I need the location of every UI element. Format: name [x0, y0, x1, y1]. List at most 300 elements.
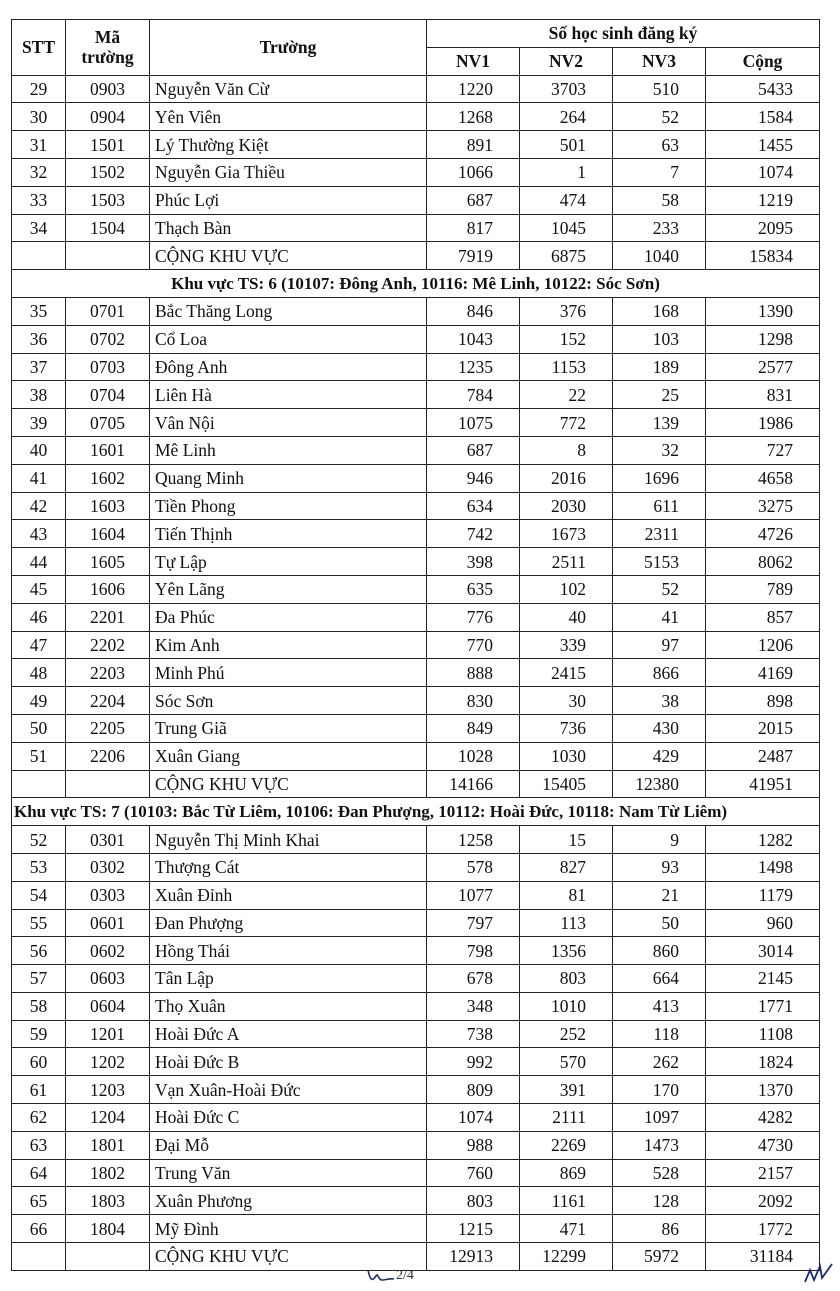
- cell-cong: 1772: [706, 1215, 820, 1243]
- cell-ma-truong: 0604: [66, 992, 150, 1020]
- cell-nv1: 1235: [427, 353, 520, 381]
- cell-ma-truong: 0701: [66, 297, 150, 325]
- cell-nv1: 1028: [427, 742, 520, 770]
- cell-ma-truong: 1606: [66, 575, 150, 603]
- cell-cong: 789: [706, 575, 820, 603]
- cell-nv1: 1268: [427, 103, 520, 131]
- cell-nv1: 946: [427, 464, 520, 492]
- cell-stt: 46: [12, 603, 66, 631]
- cell-truong: Thọ Xuân: [150, 992, 427, 1020]
- cell-nv2: 2415: [520, 659, 613, 687]
- cell-truong: Đại Mỗ: [150, 1131, 427, 1159]
- cell-stt: 48: [12, 659, 66, 687]
- table-row: [12, 131, 820, 159]
- cell-cong: 1206: [706, 631, 820, 659]
- cell-ma-truong: 1803: [66, 1187, 150, 1215]
- cell-ma-truong: 1502: [66, 158, 150, 186]
- header-nv1: NV1: [427, 47, 520, 75]
- cell-nv2: 40: [520, 603, 613, 631]
- cell-nv2: 339: [520, 631, 613, 659]
- cell-ma-truong: 1203: [66, 1076, 150, 1104]
- table-row: [12, 381, 820, 409]
- cell-nv3: 41: [613, 603, 706, 631]
- cell-cong: 3275: [706, 492, 820, 520]
- table-row: [12, 520, 820, 548]
- cell-cong: 1219: [706, 186, 820, 214]
- cell-cong: 4169: [706, 659, 820, 687]
- cell-nv1: 634: [427, 492, 520, 520]
- cell-nv3: 58: [613, 186, 706, 214]
- cell-cong: 1074: [706, 158, 820, 186]
- cell-cong: 1179: [706, 881, 820, 909]
- cell-ma-truong: 0703: [66, 353, 150, 381]
- cell-nv1: 776: [427, 603, 520, 631]
- table-row: [12, 436, 820, 464]
- cell-ma-truong: 1202: [66, 1048, 150, 1076]
- header-ma-truong-line2: trường: [81, 47, 134, 68]
- cell-nv1: 635: [427, 575, 520, 603]
- cell-stt: 51: [12, 742, 66, 770]
- cell-stt: 65: [12, 1187, 66, 1215]
- cell-stt: 32: [12, 158, 66, 186]
- cell-ma-truong: 0903: [66, 75, 150, 103]
- cell-truong: Trung Giã: [150, 714, 427, 742]
- total-nv2: 15405: [520, 770, 613, 798]
- cell-truong: Tân Lập: [150, 965, 427, 993]
- cell-ma-truong: 0602: [66, 937, 150, 965]
- cell-nv2: 772: [520, 409, 613, 437]
- cell-cong: 4658: [706, 464, 820, 492]
- cell-stt: 57: [12, 965, 66, 993]
- cell-nv1: 1075: [427, 409, 520, 437]
- cell-nv1: 687: [427, 186, 520, 214]
- cell-cong: 960: [706, 909, 820, 937]
- cell-ma-empty: [66, 1243, 150, 1271]
- cell-nv1: 348: [427, 992, 520, 1020]
- cell-nv2: 1010: [520, 992, 613, 1020]
- cell-nv2: 2030: [520, 492, 613, 520]
- signature-mark: [802, 1262, 834, 1288]
- cell-nv3: 103: [613, 325, 706, 353]
- cell-ma-truong: 1801: [66, 1131, 150, 1159]
- cell-nv1: 988: [427, 1131, 520, 1159]
- cell-ma-truong: 0303: [66, 881, 150, 909]
- cell-nv3: 52: [613, 575, 706, 603]
- cell-nv3: 118: [613, 1020, 706, 1048]
- cell-nv2: 152: [520, 325, 613, 353]
- cell-truong: Yên Viên: [150, 103, 427, 131]
- total-label: CỘNG KHU VỰC: [150, 242, 427, 270]
- cell-ma-truong: 0601: [66, 909, 150, 937]
- cell-ma-truong: 1504: [66, 214, 150, 242]
- cell-stt-empty: [12, 1243, 66, 1271]
- cell-nv3: 429: [613, 742, 706, 770]
- table-row: [12, 1104, 820, 1132]
- cell-stt: 64: [12, 1159, 66, 1187]
- cell-ma-truong: 2201: [66, 603, 150, 631]
- table-row: [12, 1187, 820, 1215]
- cell-nv3: 1097: [613, 1104, 706, 1132]
- cell-stt: 37: [12, 353, 66, 381]
- header-cong: Cộng: [706, 47, 820, 75]
- table-row: [12, 742, 820, 770]
- header-ma-truong-line1: Mã: [94, 27, 121, 48]
- cell-cong: 2577: [706, 353, 820, 381]
- cell-stt: 38: [12, 381, 66, 409]
- cell-nv2: 3703: [520, 75, 613, 103]
- table-row: [12, 103, 820, 131]
- total-nv1: 14166: [427, 770, 520, 798]
- cell-truong: Liên Hà: [150, 381, 427, 409]
- cell-nv2: 501: [520, 131, 613, 159]
- cell-nv3: 510: [613, 75, 706, 103]
- cell-cong: 2145: [706, 965, 820, 993]
- table-row: [12, 297, 820, 325]
- cell-nv2: 30: [520, 687, 613, 715]
- cell-cong: 3014: [706, 937, 820, 965]
- cell-truong: Xuân Đỉnh: [150, 881, 427, 909]
- cell-nv3: 7: [613, 158, 706, 186]
- cell-nv1: 687: [427, 436, 520, 464]
- cell-stt: 66: [12, 1215, 66, 1243]
- total-nv1: 12913: [427, 1243, 520, 1271]
- cell-ma-truong: 1204: [66, 1104, 150, 1132]
- cell-truong: Bắc Thăng Long: [150, 297, 427, 325]
- cell-stt: 50: [12, 714, 66, 742]
- cell-nv3: 32: [613, 436, 706, 464]
- cell-stt: 49: [12, 687, 66, 715]
- cell-truong: Mỹ Đình: [150, 1215, 427, 1243]
- cell-nv2: 102: [520, 575, 613, 603]
- cell-nv1: 803: [427, 1187, 520, 1215]
- cell-ma-truong: 1602: [66, 464, 150, 492]
- cell-truong: Hoài Đức B: [150, 1048, 427, 1076]
- cell-cong: 1390: [706, 297, 820, 325]
- cell-nv2: 1673: [520, 520, 613, 548]
- cell-cong: 831: [706, 381, 820, 409]
- cell-nv1: 770: [427, 631, 520, 659]
- cell-stt: 35: [12, 297, 66, 325]
- cell-nv1: 992: [427, 1048, 520, 1076]
- cell-truong: Trung Văn: [150, 1159, 427, 1187]
- cell-nv2: 570: [520, 1048, 613, 1076]
- cell-nv3: 128: [613, 1187, 706, 1215]
- table-row: [12, 965, 820, 993]
- cell-nv1: 1258: [427, 826, 520, 854]
- cell-nv1: 1220: [427, 75, 520, 103]
- total-cong: 41951: [706, 770, 820, 798]
- cell-stt-empty: [12, 242, 66, 270]
- cell-cong: 1455: [706, 131, 820, 159]
- cell-truong: Thạch Bàn: [150, 214, 427, 242]
- cell-nv1: 398: [427, 548, 520, 576]
- cell-ma-truong: 0702: [66, 325, 150, 353]
- cell-stt: 30: [12, 103, 66, 131]
- table-row: [12, 687, 820, 715]
- table-row: [12, 631, 820, 659]
- cell-nv2: 15: [520, 826, 613, 854]
- cell-nv1: 1077: [427, 881, 520, 909]
- cell-ma-truong: 1201: [66, 1020, 150, 1048]
- cell-ma-truong: 0603: [66, 965, 150, 993]
- cell-nv3: 168: [613, 297, 706, 325]
- cell-truong: Đông Anh: [150, 353, 427, 381]
- cell-nv2: 81: [520, 881, 613, 909]
- cell-stt: 34: [12, 214, 66, 242]
- cell-stt: 41: [12, 464, 66, 492]
- cell-stt: 59: [12, 1020, 66, 1048]
- table-row: [12, 214, 820, 242]
- cell-nv3: 1473: [613, 1131, 706, 1159]
- cell-cong: 2157: [706, 1159, 820, 1187]
- table-row: [12, 186, 820, 214]
- cell-ma-truong: 1802: [66, 1159, 150, 1187]
- cell-ma-truong: 2202: [66, 631, 150, 659]
- total-label: CỘNG KHU VỰC: [150, 1243, 427, 1271]
- table-row: [12, 325, 820, 353]
- table-row: [12, 492, 820, 520]
- total-nv2: 6875: [520, 242, 613, 270]
- cell-nv2: 1045: [520, 214, 613, 242]
- cell-stt: 42: [12, 492, 66, 520]
- cell-nv2: 471: [520, 1215, 613, 1243]
- cell-stt: 58: [12, 992, 66, 1020]
- cell-truong: Cổ Loa: [150, 325, 427, 353]
- cell-nv1: 849: [427, 714, 520, 742]
- cell-nv1: 1066: [427, 158, 520, 186]
- cell-ma-truong: 0904: [66, 103, 150, 131]
- cell-truong: Thượng Cát: [150, 853, 427, 881]
- cell-truong: Hoài Đức C: [150, 1104, 427, 1132]
- cell-stt: 36: [12, 325, 66, 353]
- table-row: [12, 1131, 820, 1159]
- table-row: [12, 548, 820, 576]
- cell-ma-truong: 1603: [66, 492, 150, 520]
- cell-stt: 40: [12, 436, 66, 464]
- cell-cong: 1370: [706, 1076, 820, 1104]
- cell-cong: 1298: [706, 325, 820, 353]
- table-row: [12, 1159, 820, 1187]
- cell-nv1: 817: [427, 214, 520, 242]
- cell-stt: 45: [12, 575, 66, 603]
- header-truong: Trường: [150, 20, 427, 76]
- cell-nv2: 8: [520, 436, 613, 464]
- table-row: [12, 714, 820, 742]
- table-row: [12, 659, 820, 687]
- cell-cong: 1282: [706, 826, 820, 854]
- cell-nv2: 113: [520, 909, 613, 937]
- cell-cong: 2015: [706, 714, 820, 742]
- cell-stt: 47: [12, 631, 66, 659]
- region-heading: Khu vực TS: 6 (10107: Đông Anh, 10116: Mê Linh, 10122: Sóc Sơn): [12, 270, 820, 298]
- cell-cong: 857: [706, 603, 820, 631]
- cell-cong: 2095: [706, 214, 820, 242]
- cell-nv2: 376: [520, 297, 613, 325]
- cell-nv1: 891: [427, 131, 520, 159]
- cell-nv3: 430: [613, 714, 706, 742]
- cell-cong: 4726: [706, 520, 820, 548]
- cell-stt: 55: [12, 909, 66, 937]
- cell-truong: Nguyễn Thị Minh Khai: [150, 826, 427, 854]
- cell-nv1: 760: [427, 1159, 520, 1187]
- cell-cong: 5433: [706, 75, 820, 103]
- cell-nv2: 22: [520, 381, 613, 409]
- region-heading: Khu vực TS: 7 (10103: Bắc Từ Liêm, 10106: Đan Phượng, 10112: Hoài Đức, 10118: Nam Từ Liêm): [12, 798, 820, 826]
- total-nv1: 7919: [427, 242, 520, 270]
- cell-truong: Vạn Xuân-Hoài Đức: [150, 1076, 427, 1104]
- cell-truong: Hồng Thái: [150, 937, 427, 965]
- cell-cong: 8062: [706, 548, 820, 576]
- total-row: [12, 242, 820, 270]
- cell-ma-truong: 0704: [66, 381, 150, 409]
- cell-truong: Quang Minh: [150, 464, 427, 492]
- cell-nv2: 264: [520, 103, 613, 131]
- table-row: [12, 853, 820, 881]
- cell-nv3: 139: [613, 409, 706, 437]
- cell-nv1: 678: [427, 965, 520, 993]
- header-nv2: NV2: [520, 47, 613, 75]
- total-nv3: 1040: [613, 242, 706, 270]
- cell-truong: Tự Lập: [150, 548, 427, 576]
- cell-truong: Đan Phượng: [150, 909, 427, 937]
- cell-nv2: 869: [520, 1159, 613, 1187]
- cell-nv3: 262: [613, 1048, 706, 1076]
- total-label: CỘNG KHU VỰC: [150, 770, 427, 798]
- cell-nv3: 233: [613, 214, 706, 242]
- cell-ma-truong: 0705: [66, 409, 150, 437]
- cell-nv3: 1696: [613, 464, 706, 492]
- cell-stt: 39: [12, 409, 66, 437]
- cell-ma-truong: 2203: [66, 659, 150, 687]
- cell-ma-truong: 2205: [66, 714, 150, 742]
- cell-truong: Yên Lãng: [150, 575, 427, 603]
- cell-stt: 54: [12, 881, 66, 909]
- table-body: [12, 75, 820, 1270]
- cell-stt-empty: [12, 770, 66, 798]
- cell-stt: 60: [12, 1048, 66, 1076]
- cell-ma-truong: 0302: [66, 853, 150, 881]
- table-row: [12, 937, 820, 965]
- cell-nv3: 21: [613, 881, 706, 909]
- cell-truong: Kim Anh: [150, 631, 427, 659]
- cell-ma-truong: 0301: [66, 826, 150, 854]
- cell-ma-truong: 1605: [66, 548, 150, 576]
- cell-truong: Đa Phúc: [150, 603, 427, 631]
- cell-nv1: 1215: [427, 1215, 520, 1243]
- cell-nv3: 611: [613, 492, 706, 520]
- cell-nv3: 63: [613, 131, 706, 159]
- cell-nv1: 742: [427, 520, 520, 548]
- cell-stt: 33: [12, 186, 66, 214]
- registration-table: [11, 19, 820, 1271]
- table-row: [12, 575, 820, 603]
- cell-nv1: 888: [427, 659, 520, 687]
- total-nv3: 12380: [613, 770, 706, 798]
- page-number: 2/4: [396, 1268, 414, 1283]
- cell-truong: Tiến Thịnh: [150, 520, 427, 548]
- cell-truong: Mê Linh: [150, 436, 427, 464]
- cell-truong: Xuân Phương: [150, 1187, 427, 1215]
- cell-nv2: 803: [520, 965, 613, 993]
- cell-nv1: 738: [427, 1020, 520, 1048]
- cell-truong: Phúc Lợi: [150, 186, 427, 214]
- cell-nv3: 52: [613, 103, 706, 131]
- header-nv3: NV3: [613, 47, 706, 75]
- cell-truong: Tiền Phong: [150, 492, 427, 520]
- region-heading-row: [12, 270, 820, 298]
- total-row: [12, 1243, 820, 1271]
- cell-ma-empty: [66, 770, 150, 798]
- cell-stt: 56: [12, 937, 66, 965]
- cell-nv2: 252: [520, 1020, 613, 1048]
- cell-stt: 44: [12, 548, 66, 576]
- table-row: [12, 158, 820, 186]
- cell-truong: Xuân Giang: [150, 742, 427, 770]
- cell-nv2: 1153: [520, 353, 613, 381]
- cell-nv3: 413: [613, 992, 706, 1020]
- table-row: [12, 1076, 820, 1104]
- cell-ma-truong: 1604: [66, 520, 150, 548]
- table-row: [12, 409, 820, 437]
- cell-nv2: 2269: [520, 1131, 613, 1159]
- cell-truong: Nguyễn Văn Cừ: [150, 75, 427, 103]
- table-row: [12, 353, 820, 381]
- cell-truong: Vân Nội: [150, 409, 427, 437]
- initial-signature-mark: [366, 1266, 396, 1286]
- cell-nv1: 809: [427, 1076, 520, 1104]
- cell-nv3: 2311: [613, 520, 706, 548]
- cell-nv2: 2111: [520, 1104, 613, 1132]
- cell-nv3: 50: [613, 909, 706, 937]
- total-cong: 15834: [706, 242, 820, 270]
- table-row: [12, 826, 820, 854]
- cell-nv2: 2511: [520, 548, 613, 576]
- cell-ma-truong: 1804: [66, 1215, 150, 1243]
- cell-truong: Lý Thường Kiệt: [150, 131, 427, 159]
- header-stt: STT: [12, 20, 66, 76]
- cell-nv3: 860: [613, 937, 706, 965]
- cell-nv3: 97: [613, 631, 706, 659]
- cell-nv2: 2016: [520, 464, 613, 492]
- cell-nv3: 5153: [613, 548, 706, 576]
- cell-stt: 61: [12, 1076, 66, 1104]
- cell-nv3: 93: [613, 853, 706, 881]
- cell-cong: 898: [706, 687, 820, 715]
- table-row: [12, 909, 820, 937]
- table-row: [12, 881, 820, 909]
- cell-cong: 1986: [706, 409, 820, 437]
- cell-nv3: 25: [613, 381, 706, 409]
- cell-nv1: 846: [427, 297, 520, 325]
- page-footer: [0, 1268, 840, 1291]
- cell-nv3: 664: [613, 965, 706, 993]
- cell-nv2: 391: [520, 1076, 613, 1104]
- cell-truong: Nguyễn Gia Thiều: [150, 158, 427, 186]
- total-cong: 31184: [706, 1243, 820, 1271]
- cell-cong: 727: [706, 436, 820, 464]
- region-heading-row: [12, 798, 820, 826]
- cell-nv1: 797: [427, 909, 520, 937]
- cell-stt: 62: [12, 1104, 66, 1132]
- table-row: [12, 992, 820, 1020]
- header-so-hoc-sinh: Số học sinh đăng ký: [427, 20, 820, 48]
- cell-stt: 29: [12, 75, 66, 103]
- cell-nv3: 38: [613, 687, 706, 715]
- table-row: [12, 75, 820, 103]
- cell-nv1: 1074: [427, 1104, 520, 1132]
- total-nv2: 12299: [520, 1243, 613, 1271]
- cell-truong: Minh Phú: [150, 659, 427, 687]
